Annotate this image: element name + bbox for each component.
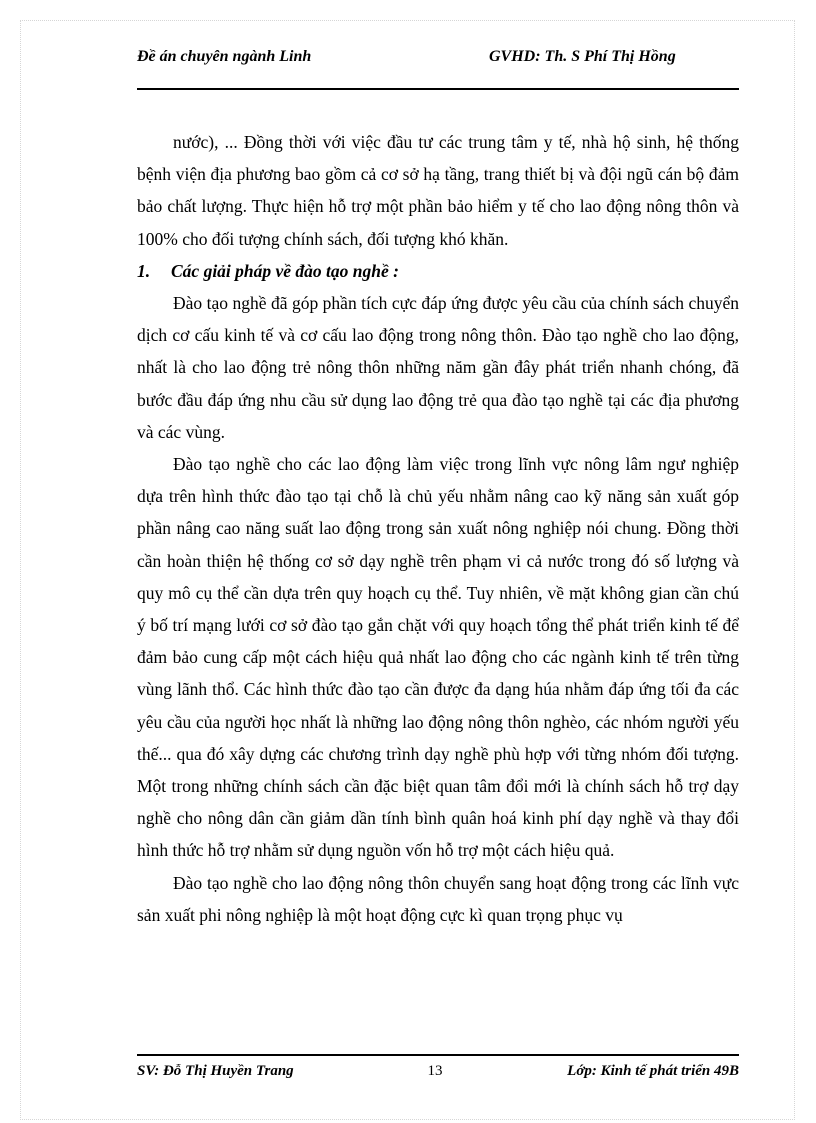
document-body: [137, 126, 739, 931]
footer-rule: [137, 1054, 739, 1056]
page-number: 13: [427, 1063, 443, 1079]
footer-student: SV: Đỗ Thị Huyền Trang: [137, 1063, 294, 1079]
continued-paragraph: nước), ... Đồng thời với việc đầu tư các trung tâm y tế, nhà hộ sinh, hệ thống bệnh viện địa phương bao gồm cả cơ sở hạ tầng, trang thiết bị và đội ngũ cán bộ đảm bảo chất lượng. Thực hiện hỗ trợ một phần bảo hiểm y tế cho lao động nông thôn và 100% cho đối tượng chính sách, đối tượng khó khăn.: [137, 132, 739, 249]
footer-class: Lớp: Kinh tế phát triển 49B: [567, 1063, 739, 1079]
section-title: Các giải pháp về đào tạo nghề :: [171, 260, 399, 281]
paragraph: Đào tạo nghề đã góp phần tích cực đáp ứng được yêu cầu của chính sách chuyển dịch cơ cấu kinh tế và cơ cấu lao động trong nông thôn. Đào tạo nghề cho lao động, nhất là cho lao động trẻ nông thôn những năm gần đây phát triển nhanh chóng, đã bước đầu đáp ứng nhu cầu sử dụng lao động trẻ qua đào tạo nghề tại các địa phương và các vùng.: [137, 293, 739, 442]
section-number: 1.: [137, 260, 151, 281]
header-left-text: Đề án chuyên ngành Linh: [137, 48, 312, 65]
paragraph: Đào tạo nghề cho các lao động làm việc trong lĩnh vực nông lâm ngư nghiệp dựa trên hình thức đào tạo tại chỗ là chủ yếu nhằm nâng cao kỹ năng sản xuất góp phần nâng cao năng suất lao động trong sản xuất nông nghiệp nói chung. Đồng thời cần hoàn thiện hệ thống cơ sở dạy nghề trên phạm vi cả nước trong đó số lượng và quy mô cụ thể cần dựa trên quy hoạch cụ thể. Tuy nhiên, về mặt không gian cần chú ý bố trí mạng lưới cơ sở đào tạo gắn chặt với quy hoạch tổng thể phát triển kinh tế để đảm bảo cung cấp một cách hiệu quả nhất lao động cho các ngành kinh tế trên từng vùng lãnh thổ. Các hình thức đào tạo cần được đa dạng húa nhằm đáp ứng tối đa các yêu cầu của người học nhất là những lao động nông thôn nghèo, các nhóm người yếu thế... qua đó xây dựng các chương trình dạy nghề phù hợp với từng nhóm đối tượng. Một trong những chính sách cần đặc biệt quan tâm đổi mới là chính sách hỗ trợ dạy nghề cho nông dân cần giảm dần tính bình quân hoá kinh phí dạy nghề và thay đổi hình thức hỗ trợ nhằm sử dụng nguồn vốn hỗ trợ một cách hiệu quả.: [137, 454, 739, 861]
header-rule: [137, 88, 739, 90]
paragraph: Đào tạo nghề cho lao động nông thôn chuyển sang hoạt động trong các lĩnh vực sản xuất phi nông nghiệp là một hoạt động cực kì quan trọng phục vụ: [137, 872, 739, 925]
page-footer: [137, 1061, 739, 1083]
header-right-text: GVHD: Th. S Phí Thị Hồng: [489, 48, 676, 65]
section-heading: [137, 255, 739, 287]
